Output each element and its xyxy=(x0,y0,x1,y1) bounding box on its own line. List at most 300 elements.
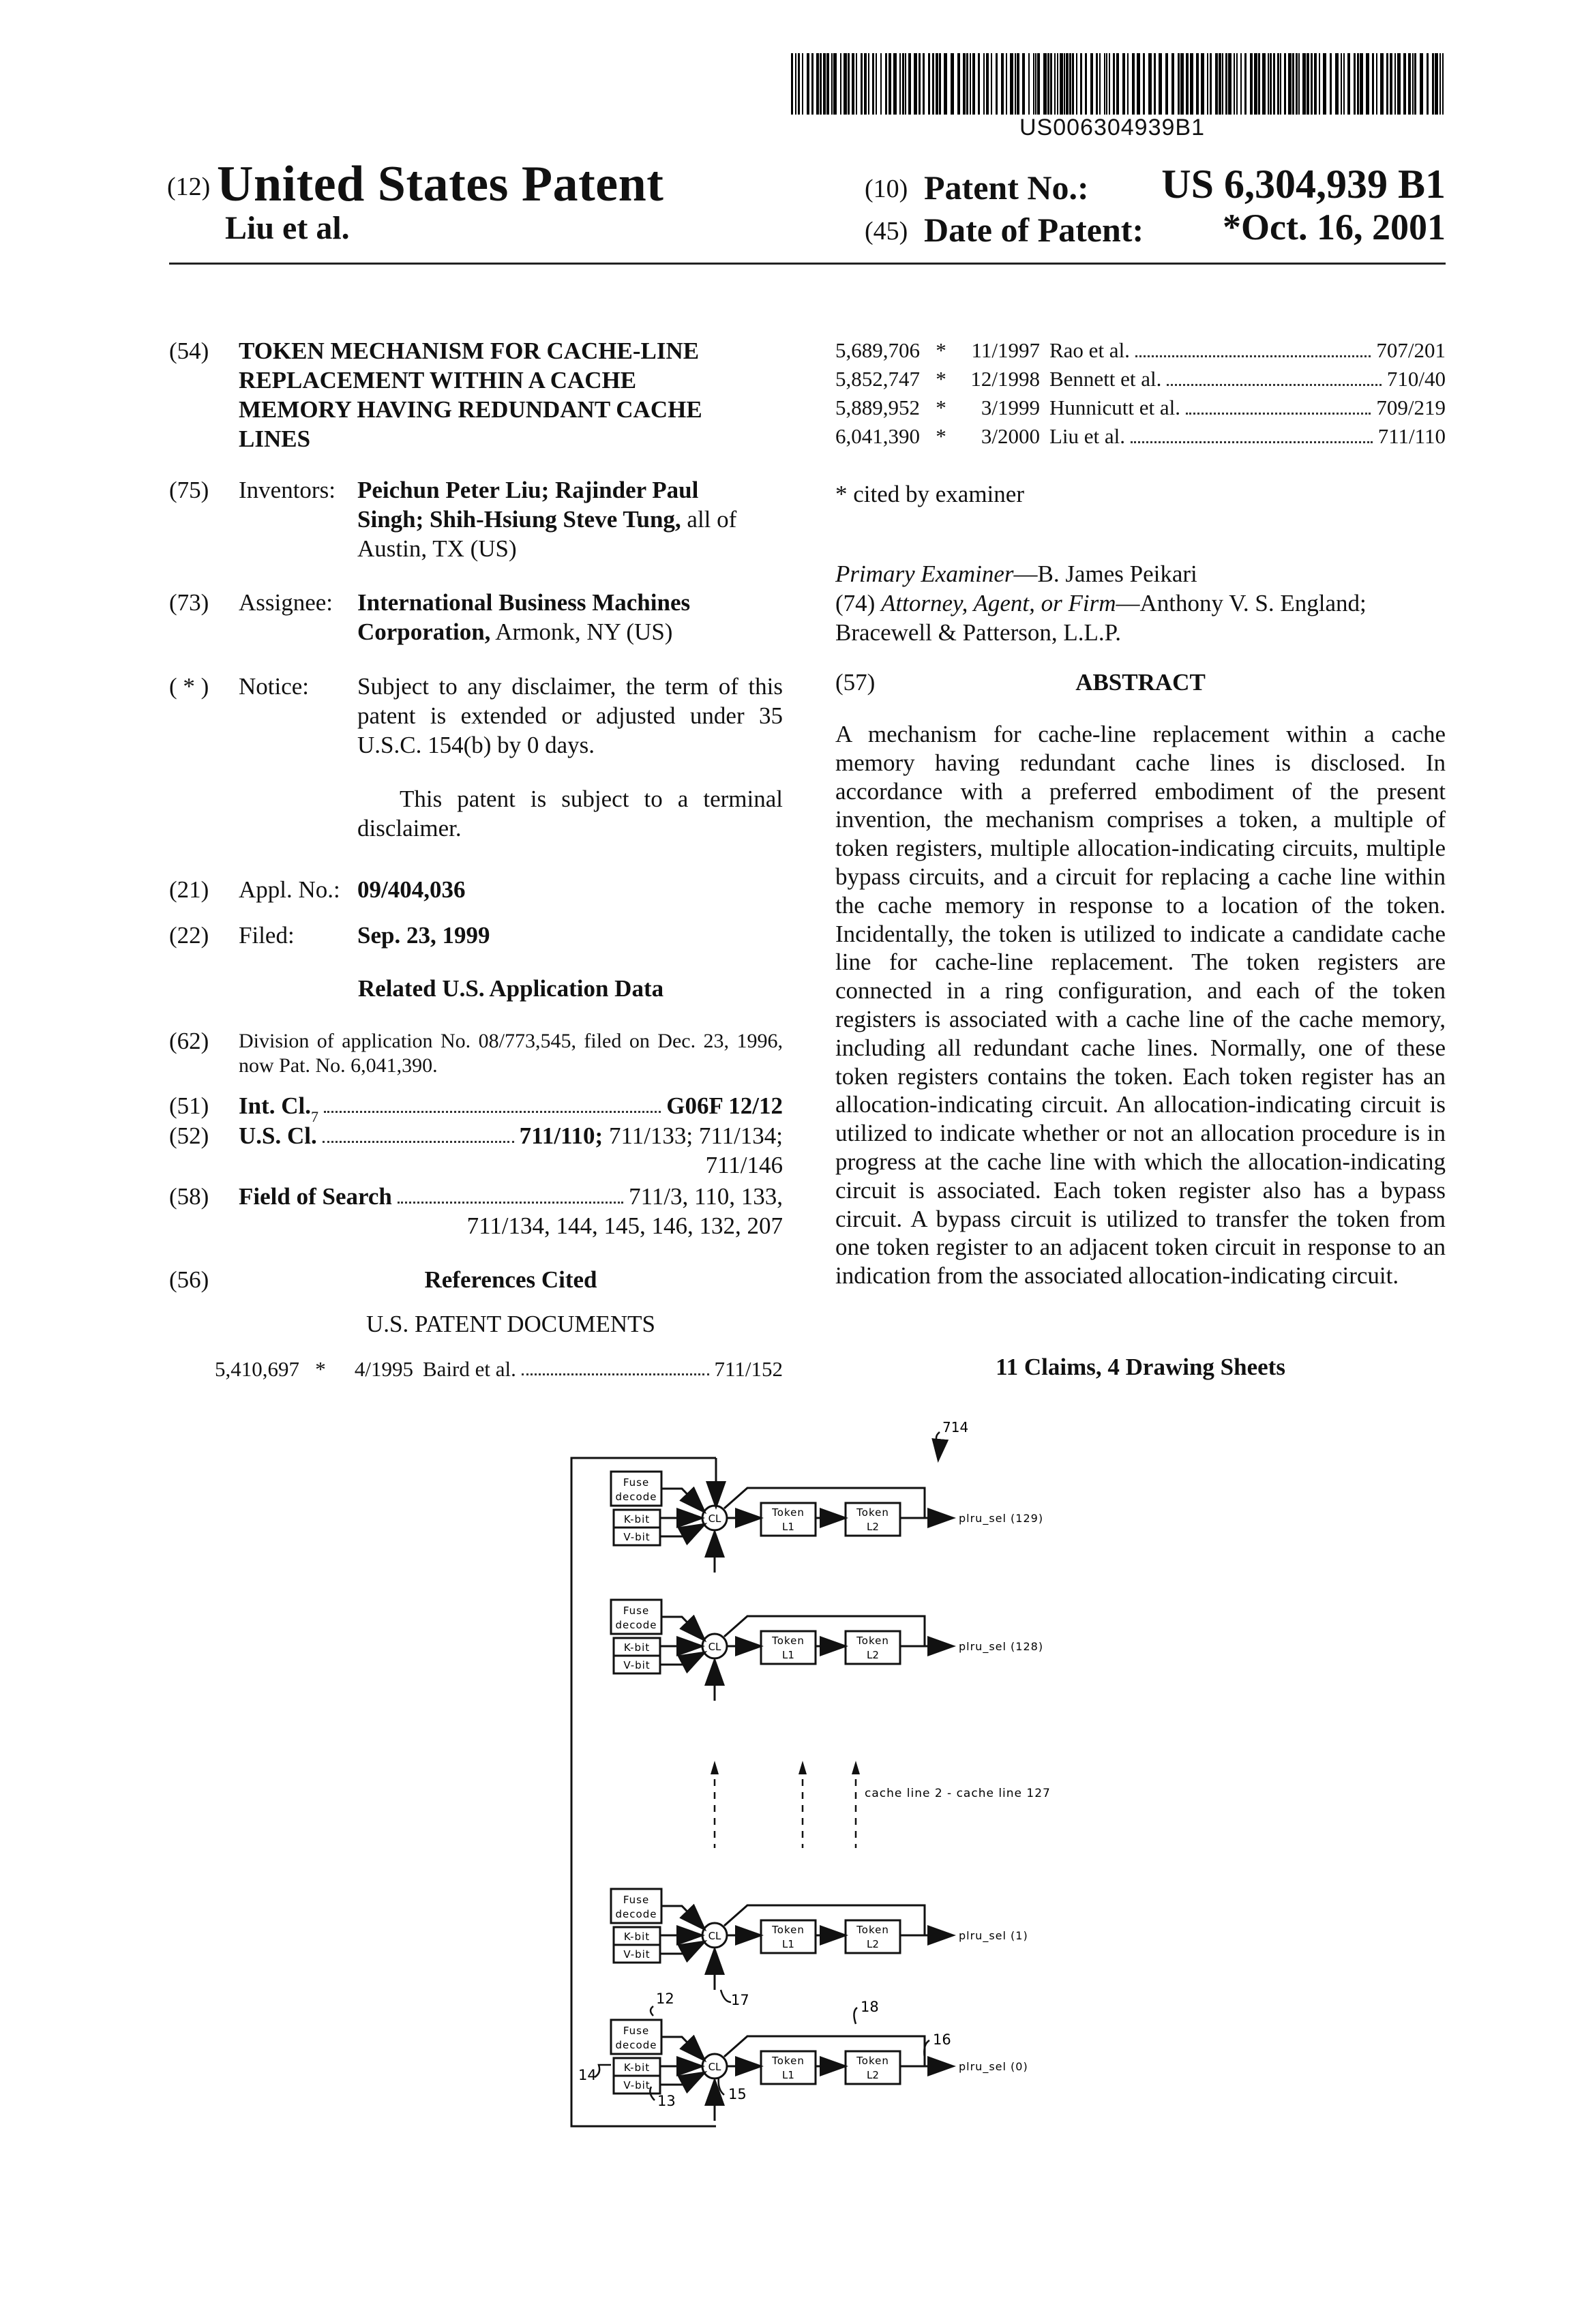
barcode-bar xyxy=(1354,53,1356,115)
barcode xyxy=(791,53,1446,116)
ref-date: 12/1998 xyxy=(970,367,1040,391)
barcode-bar xyxy=(1403,53,1406,115)
barcode-bar xyxy=(1207,53,1208,115)
barcode-bar xyxy=(908,53,911,115)
k-bit-label: K-bit xyxy=(623,1931,651,1943)
token-level-label: L1 xyxy=(782,1938,794,1950)
inventors-label: Inventors: xyxy=(239,477,335,503)
ref-number: 6,041,390 xyxy=(835,424,920,448)
v-bit-label: V-bit xyxy=(623,1948,651,1961)
field-of-search-value: 711/3, 110, 133, xyxy=(629,1183,783,1210)
barcode-bar xyxy=(1323,53,1326,115)
decode-label: decode xyxy=(615,1908,657,1920)
barcode-bar xyxy=(864,53,867,115)
token-label: Token xyxy=(856,1635,889,1647)
ref-17-leader xyxy=(721,1990,731,2002)
decode-label: decode xyxy=(615,1491,657,1503)
barcode-bar xyxy=(1064,53,1065,115)
appl-no-value: 09/404,036 xyxy=(357,876,466,903)
barcode-bar xyxy=(1280,53,1281,115)
barcode-bar xyxy=(1270,53,1272,115)
leader-dots xyxy=(1167,384,1381,386)
barcode-bar xyxy=(893,53,897,115)
k-bit-label: K-bit xyxy=(623,1513,651,1525)
ref-13: 13 xyxy=(657,2093,676,2109)
header-rule xyxy=(169,263,1446,265)
barcode-bar xyxy=(1116,53,1119,115)
barcode-bar xyxy=(802,53,803,115)
barcode-bar xyxy=(1180,53,1184,115)
token-level-label: L1 xyxy=(782,1521,794,1533)
barcode-bar xyxy=(1296,53,1298,115)
reference-row xyxy=(835,422,1446,451)
code-45: (45) xyxy=(865,217,908,245)
patent-number: US 6,304,939 B1 xyxy=(1161,162,1446,207)
cache-line-stage xyxy=(611,1472,1043,1573)
barcode-bar xyxy=(1390,53,1392,115)
barcode-bar xyxy=(1096,53,1098,115)
middle-note: cache line 2 - cache line 127 xyxy=(865,1787,1051,1800)
barcode-bar xyxy=(957,53,960,115)
barcode-bar xyxy=(872,53,874,115)
filed-label: Filed: xyxy=(239,922,295,949)
plru-sel-output: plru_sel (129) xyxy=(959,1512,1044,1525)
v-bit-label: V-bit xyxy=(623,1531,651,1543)
int-cl-label: Int. Cl. xyxy=(239,1092,311,1119)
barcode-bar xyxy=(1047,53,1049,115)
reference-row xyxy=(215,1356,783,1383)
token-label: Token xyxy=(856,1924,889,1936)
barcode-bar xyxy=(876,53,877,115)
barcode-bar xyxy=(1343,53,1345,115)
barcode-bar xyxy=(1376,53,1377,115)
barcode-bar xyxy=(1076,53,1077,115)
barcode-bar xyxy=(1254,53,1257,115)
attorney-label: Attorney, Agent, or Firm xyxy=(881,590,1116,616)
barcode-bar xyxy=(1022,53,1025,115)
barcode-bar xyxy=(1240,53,1242,115)
cl-label: CL xyxy=(708,1513,721,1525)
barcode-bar xyxy=(1122,53,1125,115)
stage-wires xyxy=(660,1616,952,1701)
barcode-bar xyxy=(1178,53,1180,115)
ref-date: 3/1999 xyxy=(981,396,1040,419)
date-label: Date of Patent: xyxy=(924,211,1144,249)
assignee-line: Corporation, xyxy=(357,619,491,645)
barcode-bar xyxy=(1222,53,1223,115)
barcode-bar xyxy=(1414,53,1416,115)
references-heading: References Cited xyxy=(424,1266,597,1293)
ref-star: * xyxy=(936,424,946,448)
barcode-bar xyxy=(1219,53,1221,115)
us-docs-heading: U.S. PATENT DOCUMENTS xyxy=(366,1311,655,1337)
barcode-bar xyxy=(1380,53,1384,115)
ref-name: Bennett et al. xyxy=(1049,367,1162,391)
ref-date: 11/1997 xyxy=(971,338,1040,362)
barcode-bar xyxy=(1215,53,1218,115)
fuse-label: Fuse xyxy=(623,2025,650,2037)
ref-714: 714 xyxy=(942,1419,969,1435)
barcode-bar xyxy=(1015,53,1016,115)
barcode-bar xyxy=(1412,53,1414,115)
barcode-bar xyxy=(1268,53,1269,115)
barcode-bar xyxy=(936,53,938,115)
barcode-bar xyxy=(1408,53,1411,115)
stage-wires xyxy=(660,1488,952,1573)
barcode-bar xyxy=(1033,53,1034,115)
barcode-bar xyxy=(1420,53,1423,115)
barcode-bar xyxy=(1127,53,1129,115)
barcode-bar xyxy=(1010,53,1013,115)
barcode-bar xyxy=(905,53,906,115)
ref-class: 707/201 xyxy=(1376,338,1446,362)
attorney-firm: Bracewell & Patterson, L.L.P. xyxy=(835,619,1121,646)
ref-number: 5,689,706 xyxy=(835,338,920,362)
barcode-bar xyxy=(844,53,847,115)
token-level-label: L2 xyxy=(867,1649,879,1661)
attorney-code: (74) xyxy=(835,590,882,616)
barcode-bar xyxy=(1104,53,1105,115)
assignee-location: Armonk, NY (US) xyxy=(490,619,673,645)
barcode-bar xyxy=(1201,53,1204,115)
barcode-bar xyxy=(831,53,833,115)
barcode-bar xyxy=(1311,53,1313,115)
barcode-bar xyxy=(1028,53,1030,115)
barcode-bar xyxy=(1057,53,1058,115)
division-text: Division of application No. 08/773,545, filed on Dec. 23, 1996, now Pat. No. 6,041,390. xyxy=(239,1030,783,1077)
assignee-line: International Business Machines xyxy=(357,589,691,616)
barcode-bar xyxy=(932,53,934,115)
leader-dots xyxy=(1131,441,1373,443)
cache-line-stage xyxy=(611,1889,1028,1990)
barcode-bar xyxy=(820,53,822,115)
ref-14: 14 xyxy=(578,2067,597,2083)
us-cl-label: U.S. Cl. xyxy=(239,1122,317,1149)
ref-star: * xyxy=(936,396,946,419)
ref-17: 17 xyxy=(731,1992,749,2008)
code-10: (10) xyxy=(865,175,908,203)
barcode-bar xyxy=(1069,53,1071,115)
barcode-bar xyxy=(1302,53,1306,115)
token-level-label: L1 xyxy=(782,2069,794,2081)
ref-number: 5,889,952 xyxy=(835,396,920,419)
barcode-bar xyxy=(1066,53,1069,115)
barcode-bar xyxy=(991,53,992,115)
leader-dots xyxy=(1135,355,1371,357)
claims-summary: 11 Claims, 4 Drawing Sheets xyxy=(996,1354,1285,1380)
assignee-value xyxy=(357,588,787,646)
barcode-bar xyxy=(1090,53,1093,115)
cl-label: CL xyxy=(708,1641,721,1653)
token-level-label: L1 xyxy=(782,1649,794,1661)
title-line: TOKEN MECHANISM FOR CACHE-LINE xyxy=(239,338,700,364)
barcode-bar xyxy=(1132,53,1135,115)
barcode-bar xyxy=(1113,53,1115,115)
f51-code: (51) xyxy=(169,1092,209,1119)
leader-dots xyxy=(1186,413,1371,415)
ref-name: Hunnicutt et al. xyxy=(1049,396,1180,419)
ref-class: 709/219 xyxy=(1376,396,1446,419)
barcode-bar xyxy=(1017,53,1019,115)
us-cl-line2: 711/146 xyxy=(705,1152,783,1178)
f75-code: (75) xyxy=(169,477,209,503)
int-cl-sup: 7 xyxy=(311,1108,318,1125)
leader-dots xyxy=(323,1141,514,1143)
ref-16: 16 xyxy=(933,2031,951,2048)
kind-code-12: (12) xyxy=(167,173,211,201)
field-of-search-label: Field of Search xyxy=(239,1183,392,1210)
barcode-bar xyxy=(1432,53,1434,115)
ref-18: 18 xyxy=(861,1999,879,2015)
barcode-bar xyxy=(1335,53,1339,115)
barcode-bar xyxy=(868,53,869,115)
cl-label: CL xyxy=(708,1930,721,1942)
ref-18-leader xyxy=(854,2008,857,2024)
inventor-short: Liu et al. xyxy=(225,210,350,246)
ref-date: 4/1995 xyxy=(354,1357,413,1381)
barcode-bar xyxy=(963,53,966,115)
examiner-name: —B. James Peikari xyxy=(1013,561,1197,587)
plru-sel-output: plru_sel (1) xyxy=(959,1929,1028,1942)
barcode-bar xyxy=(885,53,887,115)
token-level-label: L2 xyxy=(867,1938,879,1950)
plru-sel-output: plru_sel (0) xyxy=(959,2060,1028,2073)
leader-dots xyxy=(324,1111,661,1113)
barcode-bar xyxy=(1186,53,1189,115)
references-continued xyxy=(835,336,1446,451)
terminal-disclaimer: This patent is subject to a terminal disclaimer. xyxy=(357,786,783,841)
barcode-bar xyxy=(1427,53,1429,115)
cl-label: CL xyxy=(708,2061,721,2073)
ref-number: 5,852,747 xyxy=(835,367,920,391)
barcode-bar xyxy=(1006,53,1007,115)
ref-714-leader xyxy=(936,1432,940,1459)
fuse-label: Fuse xyxy=(623,1476,650,1489)
barcode-bar xyxy=(1196,53,1199,115)
us-cl-row xyxy=(239,1121,783,1150)
abstract-code: (57) xyxy=(835,669,876,696)
barcode-bar xyxy=(1054,53,1056,115)
token-label: Token xyxy=(856,1506,889,1519)
barcode-bar xyxy=(899,53,901,115)
notice-label: Notice: xyxy=(239,673,310,700)
k-bit-label: K-bit xyxy=(623,1641,651,1654)
cache-line-stage xyxy=(611,1600,1043,1701)
us-cl-secondary: 711/133; 711/134; xyxy=(603,1122,783,1149)
barcode-bar xyxy=(807,53,809,115)
examiner-label: Primary Examiner xyxy=(835,561,1014,587)
ref-star: * xyxy=(315,1357,326,1381)
barcode-bar xyxy=(795,53,796,115)
barcode-bar xyxy=(1262,53,1266,115)
inventors-location: Austin, TX (US) xyxy=(357,535,517,562)
barcode-bar xyxy=(1085,53,1087,115)
ref-12: 12 xyxy=(656,1991,674,2007)
barcode-bar xyxy=(1043,53,1047,115)
barcode-bar xyxy=(1106,53,1107,115)
token-label: Token xyxy=(856,2055,889,2067)
barcode-bar xyxy=(1439,53,1441,115)
inventors-line: Singh; Shih-Hsiung Steve Tung, xyxy=(357,506,681,533)
token-label: Token xyxy=(772,1635,805,1647)
barcode-bar xyxy=(840,53,841,115)
barcode-bar xyxy=(1292,53,1294,115)
abstract-text: A mechanism for cache-line replacement within a cache memory having redundant cache lines is disclosed. In accordance with a preferred embodiment of the present invention, the mechanism comprises a token, a multiple of token registers, multiple allocation-indicating circuits, multiple bypass circuits, and a circuit for replacing a cache line within the cache memory in response to a location of the token. Incidentally, the token is utilized to indicate a candidate cache line for cache-line replacement. The token registers are connected in a ring configuration, and each of the token registers is associated with a cache line of the cache memory, including all redundant cache lines. Normally, one of these token registers contains the token. Each token register has an allocation-indicating circuit. An allocation-indicating circuit is utilized to indicate whether or not an allocation procedure is in progress at the cache line with which the allocation-indicating circuit is associated. Each token register also has a bypass circuit. A bypass circuit is utilized to transfer the token from one token register to an adjacent token circuit in response to an indication from the associated allocation-indicating circuit. xyxy=(835,721,1446,1290)
barcode-bar xyxy=(1244,53,1247,115)
inventors-value xyxy=(357,475,787,563)
barcode-bar xyxy=(1435,53,1438,115)
barcode-bar xyxy=(1250,53,1253,115)
barcode-bar xyxy=(1258,53,1260,115)
barcode-bar xyxy=(939,53,941,115)
barcode-bar xyxy=(1397,53,1401,115)
reference-row xyxy=(835,393,1446,422)
ref-12-leader xyxy=(651,2006,653,2016)
inventors-line-tail: all of xyxy=(681,506,737,533)
decode-label: decode xyxy=(615,2039,657,2051)
barcode-bar xyxy=(856,53,857,115)
token-label: Token xyxy=(772,2055,805,2067)
title-line: REPLACEMENT WITHIN A CACHE xyxy=(239,367,637,393)
barcode-bar xyxy=(889,53,891,115)
barcode-bar xyxy=(1341,53,1342,115)
barcode-bar xyxy=(848,53,850,115)
k-bit-label: K-bit xyxy=(623,2061,651,2074)
barcode-bar xyxy=(1298,53,1300,115)
barcode-bar xyxy=(1210,53,1212,115)
token-label: Token xyxy=(772,1924,805,1936)
decode-label: decode xyxy=(615,1619,657,1631)
stage-wires xyxy=(660,2036,952,2121)
barcode-bar xyxy=(1330,53,1332,115)
f73-code: (73) xyxy=(169,589,209,616)
notice-code: ( * ) xyxy=(169,673,209,700)
v-bit-label: V-bit xyxy=(623,1659,651,1671)
appl-no-label: Appl. No.: xyxy=(239,876,340,903)
filed-value: Sep. 23, 1999 xyxy=(357,922,490,949)
ref-number: 5,410,697 xyxy=(215,1357,299,1381)
barcode-bar xyxy=(1442,53,1444,115)
barcode-bar xyxy=(1360,53,1363,115)
barcode-bar xyxy=(880,53,882,115)
barcode-bar xyxy=(1165,53,1168,115)
barcode-bar xyxy=(1148,53,1152,115)
barcode-bar xyxy=(1154,53,1156,115)
barcode-bar xyxy=(1273,53,1275,115)
ref-name: Rao et al. xyxy=(1049,338,1130,362)
ref-star: * xyxy=(936,367,946,391)
patent-date: *Oct. 16, 2001 xyxy=(1223,207,1446,248)
barcode-bar xyxy=(1001,53,1004,115)
barcode-bar xyxy=(1386,53,1388,115)
barcode-bar xyxy=(919,53,921,115)
title-line: LINES xyxy=(239,426,311,452)
barcode-bar xyxy=(791,53,793,115)
inventors-line: Peichun Peter Liu; Rajinder Paul xyxy=(357,477,699,503)
barcode-bar xyxy=(1171,53,1174,115)
f54-code: (54) xyxy=(169,338,209,364)
barcode-bar xyxy=(986,53,989,115)
v-bit-label: V-bit xyxy=(623,2079,651,2091)
abstract-heading: ABSTRACT xyxy=(1075,669,1206,696)
stage-wires xyxy=(660,1905,952,1990)
barcode-bar xyxy=(902,53,904,115)
patent-type-title: United States Patent xyxy=(217,156,664,212)
f56-code: (56) xyxy=(169,1266,209,1293)
f21-code: (21) xyxy=(169,876,209,903)
barcode-bar xyxy=(1072,53,1074,115)
token-level-label: L2 xyxy=(867,1521,879,1533)
related-data-heading: Related U.S. Application Data xyxy=(357,975,664,1002)
barcode-bar xyxy=(816,53,819,115)
barcode-bar xyxy=(978,53,980,115)
barcode-bar xyxy=(944,53,947,115)
barcode-bar xyxy=(823,53,826,115)
ref-15-leader xyxy=(719,2077,724,2095)
barcode-bar xyxy=(966,53,968,115)
barcode-bar xyxy=(1277,53,1279,115)
barcode-bar xyxy=(1099,53,1101,115)
barcode-bar xyxy=(996,53,998,115)
leader-dots xyxy=(522,1373,709,1375)
barcode-bar xyxy=(1394,53,1396,115)
barcode-bar xyxy=(983,53,985,115)
f62-code: (62) xyxy=(169,1028,209,1054)
barcode-bar xyxy=(1236,53,1238,115)
continuation-arrows xyxy=(711,1761,860,1774)
us-cl-primary: 711/110; xyxy=(519,1122,603,1149)
barcode-bar xyxy=(1284,53,1286,115)
cited-by-examiner: * cited by examiner xyxy=(835,481,1024,507)
barcode-bar xyxy=(1080,53,1082,115)
ref-name: Liu et al. xyxy=(1049,424,1126,448)
ref-class: 710/40 xyxy=(1386,367,1446,391)
f52-code: (52) xyxy=(169,1122,209,1149)
barcode-bar xyxy=(798,53,800,115)
patent-no-label: Patent No.: xyxy=(924,168,1089,207)
barcode-number: US006304939B1 xyxy=(1019,115,1206,140)
ref-14-leader xyxy=(595,2065,611,2077)
barcode-bar xyxy=(970,53,971,115)
ref-star: * xyxy=(936,338,946,362)
barcode-bar xyxy=(1159,53,1162,115)
attorney xyxy=(835,589,1446,647)
int-cl-value: G06F 12/12 xyxy=(666,1092,783,1119)
barcode-bar xyxy=(1225,53,1227,115)
continuation-lines xyxy=(715,1766,856,1848)
invention-title xyxy=(239,336,784,453)
barcode-bar xyxy=(1314,53,1317,115)
barcode-bar xyxy=(833,53,837,115)
barcode-bar xyxy=(1137,53,1140,115)
attorney-name: —Anthony V. S. England; xyxy=(1116,590,1367,616)
barcode-bar xyxy=(1050,53,1052,115)
ref-name: Baird et al. xyxy=(423,1357,516,1381)
barcode-bar xyxy=(826,53,829,115)
plru-sel-output: plru_sel (128) xyxy=(959,1640,1044,1653)
fuse-label: Fuse xyxy=(623,1605,650,1617)
barcode-bar xyxy=(1372,53,1374,115)
barcode-bar xyxy=(928,53,930,115)
token-label: Token xyxy=(772,1506,805,1519)
barcode-bar xyxy=(972,53,975,115)
ref-class: 711/110 xyxy=(1377,424,1446,448)
barcode-bar xyxy=(811,53,814,115)
assignee-label: Assignee: xyxy=(239,589,333,616)
primary-examiner xyxy=(835,559,1197,589)
barcode-bar xyxy=(951,53,954,115)
barcode-bar xyxy=(1060,53,1063,115)
